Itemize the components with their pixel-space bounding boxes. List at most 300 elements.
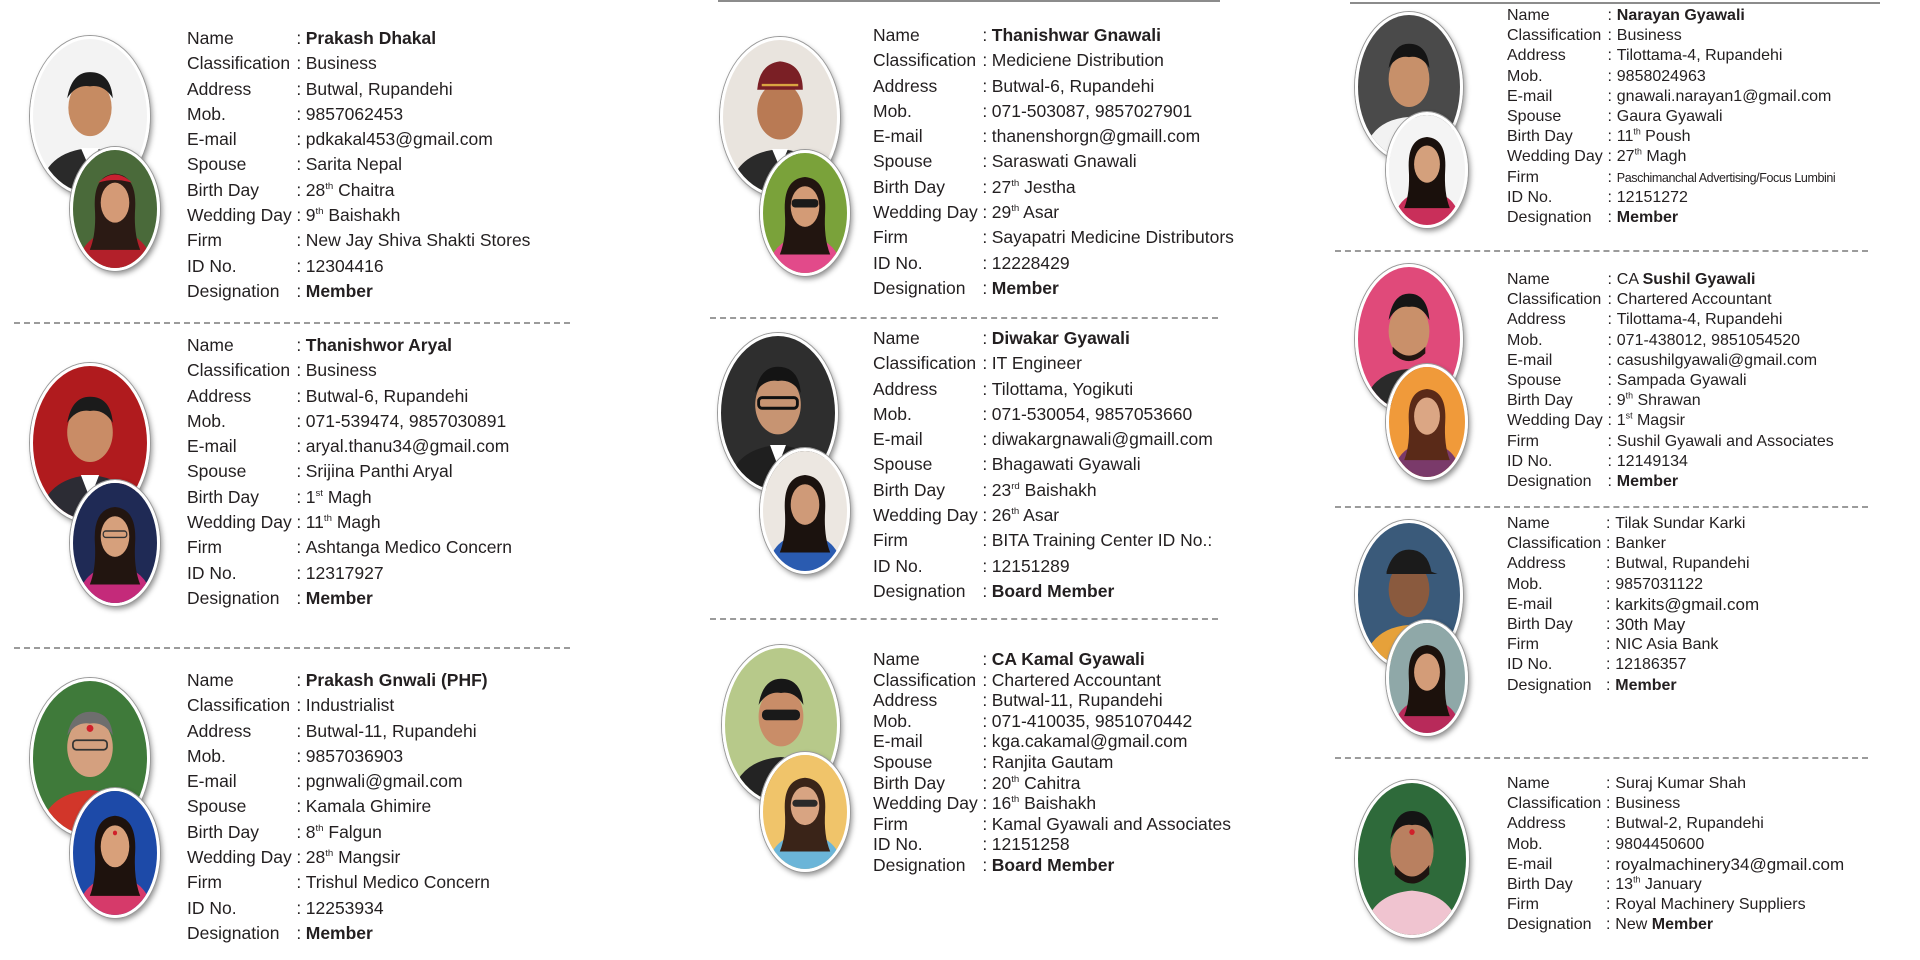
- spouse-label: Spouse: [187, 461, 247, 482]
- month-name: Magh: [1646, 148, 1687, 166]
- month-name: Baishakh: [1024, 479, 1097, 500]
- mob-value: 9857031122: [1615, 575, 1704, 593]
- classification-value: Chartered Accountant: [1616, 291, 1772, 309]
- id-no-value: 12317927: [305, 562, 384, 583]
- day-number: 29: [991, 202, 1012, 223]
- colon: :: [1607, 47, 1612, 65]
- designation-value: Board Member: [991, 580, 1115, 601]
- firm-value: Paschimanchal Advertising/Focus Lumbini: [1616, 170, 1836, 185]
- name-label: Name: [1507, 515, 1550, 532]
- day-ordinal: th: [325, 848, 334, 860]
- day-number: 20: [991, 772, 1012, 793]
- classification-label: Classification: [1507, 535, 1602, 553]
- name-label: Name: [187, 670, 234, 690]
- day-number: 16: [991, 793, 1012, 814]
- month-name: Asar: [1023, 505, 1060, 526]
- month-name: Baishakh: [1024, 793, 1097, 814]
- id-no-label: ID No.: [1507, 656, 1553, 674]
- email-label: E-mail: [873, 126, 923, 147]
- name-label: Name: [187, 28, 234, 48]
- classification-value: Mediciene Distribution: [991, 50, 1164, 71]
- month-name: Asar: [1023, 202, 1060, 223]
- colon: :: [1606, 595, 1611, 613]
- birth-day-value: [992, 478, 1213, 503]
- firm-label: Firm: [1507, 896, 1539, 914]
- colon: :: [982, 580, 988, 601]
- day-ordinal: st: [315, 487, 323, 499]
- wedding-day-label: Wedding Day: [873, 505, 978, 526]
- colon: :: [982, 151, 988, 172]
- classification-label: Classification: [1507, 27, 1602, 45]
- classification-value: Business: [305, 53, 377, 74]
- colon: :: [982, 252, 988, 273]
- id-no-value: 12151258: [991, 834, 1070, 855]
- birth-day-value: [306, 485, 512, 510]
- colon: :: [1606, 656, 1611, 674]
- spouse-photo: [1386, 112, 1468, 228]
- colon: :: [982, 669, 988, 690]
- designation-value: Board Member: [991, 854, 1115, 875]
- wedding-day-label: Wedding Day: [1507, 412, 1603, 430]
- email-value: thanenshorgn@gmaill.com: [991, 126, 1201, 147]
- wedding-day-label: Wedding Day: [873, 793, 978, 814]
- spouse-label: Spouse: [187, 796, 247, 817]
- birth-day-label: Birth Day: [187, 179, 259, 200]
- mob-value: 071-503087, 9857027901: [991, 100, 1193, 121]
- colon: :: [296, 720, 302, 741]
- birth-day-value: [306, 820, 490, 845]
- month-name: Chaitra: [338, 179, 395, 200]
- member-name: Thanishwar Gnawali: [991, 25, 1161, 45]
- month-name: Magh: [327, 486, 372, 507]
- birth-day-label: Birth Day: [1507, 128, 1573, 146]
- email-value: pdkakal453@gmail.com: [305, 129, 493, 150]
- day-ordinal: th: [325, 180, 334, 192]
- member-details: [187, 333, 512, 611]
- colon: :: [296, 486, 302, 507]
- email-label: E-mail: [1507, 595, 1553, 613]
- designation-prefix: New: [1615, 916, 1648, 934]
- firm-label: Firm: [1507, 168, 1539, 186]
- address-value: Butwal-6, Rupandehi: [305, 385, 469, 406]
- designation-label: Designation: [1507, 473, 1592, 491]
- member-details: [873, 326, 1213, 604]
- member-name: Tilak Sundar Karki: [1615, 515, 1746, 532]
- colon: :: [982, 731, 988, 752]
- wedding-day-label: Wedding Day: [873, 202, 978, 223]
- colon: :: [982, 126, 988, 147]
- day-number: 11: [305, 512, 324, 533]
- colon: :: [296, 53, 302, 74]
- colon: :: [1606, 876, 1611, 894]
- day-ordinal: th: [315, 822, 324, 834]
- colon: :: [982, 429, 988, 450]
- firm-value: Sayapatri Medicine Distributors: [991, 227, 1234, 248]
- id-no-label: ID No.: [1507, 188, 1553, 206]
- designation-value: Member: [1616, 209, 1679, 227]
- member-details: [1507, 6, 1835, 228]
- firm-label: Firm: [1507, 636, 1539, 654]
- day-ordinal: th: [1011, 203, 1020, 215]
- mob-label: Mob.: [873, 403, 912, 424]
- spouse-label: Spouse: [187, 154, 247, 175]
- colon: :: [1607, 473, 1612, 491]
- classification-label: Classification: [187, 53, 291, 74]
- colon: :: [982, 403, 988, 424]
- email-label: E-mail: [873, 429, 923, 450]
- colon: :: [982, 454, 988, 475]
- colon: :: [1606, 795, 1611, 813]
- spouse-value: Ranjita Gautam: [991, 751, 1114, 772]
- firm-value: Royal Machinery Suppliers: [1615, 896, 1806, 914]
- designation-label: Designation: [187, 922, 280, 943]
- mob-value: 071-438012, 9851054520: [1616, 331, 1801, 349]
- designation-label: Designation: [1507, 916, 1592, 934]
- colon: :: [1607, 291, 1612, 309]
- id-no-label: ID No.: [1507, 452, 1553, 470]
- mob-value: 071-530054, 9857053660: [991, 403, 1193, 424]
- email-value: diwakargnawali@gmaill.com: [991, 429, 1213, 450]
- address-value: Butwal-11, Rupandehi: [991, 690, 1163, 711]
- id-no-value: 12151289: [991, 555, 1070, 576]
- month-name: Magsir: [1636, 412, 1685, 430]
- divider: [14, 647, 570, 649]
- email-label: E-mail: [187, 436, 237, 457]
- day-number: 9: [305, 205, 316, 226]
- member-name: CA Kamal Gyawali: [991, 649, 1145, 669]
- day-number: 1: [1616, 412, 1626, 430]
- designation-value: Member: [991, 277, 1059, 298]
- colon: :: [982, 353, 988, 374]
- spouse-photo: [760, 448, 850, 574]
- designation-value: [1615, 915, 1844, 935]
- wedding-day-value: [992, 503, 1213, 528]
- name-label: Name: [873, 25, 920, 45]
- day-ordinal: rd: [1011, 480, 1020, 492]
- colon: :: [1607, 128, 1612, 146]
- spouse-photo: [760, 752, 850, 872]
- top-rule-col2: [718, 0, 1220, 2]
- day-number: 9: [1616, 392, 1626, 410]
- colon: :: [1606, 896, 1611, 914]
- classification-value: Chartered Accountant: [991, 669, 1162, 690]
- classification-value: Banker: [1615, 535, 1666, 553]
- colon: :: [1607, 271, 1612, 288]
- colon: :: [982, 555, 988, 576]
- colon: :: [296, 745, 302, 766]
- address-value: Butwal, Rupandehi: [305, 78, 453, 99]
- day-ordinal: th: [1625, 390, 1634, 401]
- colon: :: [1607, 188, 1612, 206]
- name-main: Sushil Gyawali: [1642, 271, 1756, 288]
- spouse-photo: [70, 147, 160, 271]
- designation-value: Member: [1615, 676, 1677, 694]
- colon: :: [1607, 432, 1612, 450]
- divider: [1335, 757, 1868, 759]
- mob-value: 9804450600: [1615, 835, 1705, 853]
- classification-value: Industrialist: [305, 695, 395, 716]
- designation-label: Designation: [1507, 676, 1592, 694]
- day-number: 11: [1616, 128, 1634, 146]
- mob-value: 9857036903: [305, 745, 404, 766]
- classification-label: Classification: [1507, 291, 1602, 309]
- address-value: Tilottama, Yogikuti: [991, 378, 1134, 399]
- address-label: Address: [1507, 47, 1566, 65]
- colon: :: [1607, 331, 1612, 349]
- colon: :: [982, 505, 988, 526]
- colon: :: [296, 821, 302, 842]
- birth-day-label: Birth Day: [1507, 392, 1573, 410]
- divider: [710, 317, 1218, 319]
- month-name: Baishakh: [328, 205, 401, 226]
- colon: :: [1606, 775, 1611, 792]
- spouse-value: Bhagawati Gyawali: [991, 454, 1141, 475]
- member-name: Thanishwor Aryal: [305, 335, 452, 355]
- day-ordinal: th: [315, 206, 324, 218]
- member-name: Prakash Gnwali (PHF): [305, 670, 488, 690]
- colon: :: [296, 410, 302, 431]
- email-label: E-mail: [1507, 855, 1553, 873]
- colon: :: [1607, 87, 1612, 105]
- address-label: Address: [1507, 555, 1566, 573]
- spouse-value: Sampada Gyawali: [1616, 372, 1747, 390]
- colon: :: [982, 834, 988, 855]
- firm-label: Firm: [187, 230, 222, 251]
- wedding-day-label: Wedding Day: [187, 512, 292, 533]
- firm-value: New Jay Shiva Shakti Stores: [305, 230, 531, 251]
- email-value: pgnwali@gmail.com: [305, 771, 463, 792]
- divider: [1335, 506, 1868, 508]
- birth-day-value: 30th May: [1615, 615, 1686, 635]
- firm-value: NIC Asia Bank: [1615, 636, 1719, 654]
- address-value: Tilottama-4, Rupandehi: [1616, 47, 1783, 65]
- mob-value: 071-410035, 9851070442: [991, 710, 1193, 731]
- name-label: Name: [1507, 271, 1550, 288]
- colon: :: [296, 587, 302, 608]
- spouse-label: Spouse: [1507, 108, 1562, 126]
- birth-day-label: Birth Day: [873, 772, 945, 793]
- address-label: Address: [873, 378, 938, 399]
- divider: [710, 618, 1218, 620]
- colon: :: [1607, 148, 1612, 166]
- colon: :: [1607, 412, 1612, 430]
- spouse-photo: [70, 480, 160, 606]
- colon: :: [1607, 372, 1612, 390]
- day-ordinal: th: [1011, 177, 1020, 189]
- designation-main: Member: [1651, 916, 1714, 934]
- spouse-value: Kamala Ghimire: [305, 796, 432, 817]
- birth-day-label: Birth Day: [873, 479, 945, 500]
- day-ordinal: th: [1633, 126, 1641, 137]
- colon: :: [982, 75, 988, 96]
- email-label: E-mail: [187, 129, 237, 150]
- mob-label: Mob.: [187, 103, 226, 124]
- member-details: [1507, 270, 1834, 492]
- birth-day-label: Birth Day: [187, 821, 259, 842]
- member-name: [1617, 270, 1834, 290]
- colon: :: [982, 227, 988, 248]
- day-number: 13: [1615, 876, 1634, 894]
- colon: :: [296, 78, 302, 99]
- day-ordinal: th: [1011, 506, 1020, 518]
- day-number: 27: [1616, 148, 1635, 166]
- colon: :: [296, 537, 302, 558]
- birth-day-label: Birth Day: [1507, 876, 1573, 894]
- classification-value: Business: [1616, 27, 1682, 45]
- colon: :: [1607, 7, 1612, 24]
- address-label: Address: [873, 690, 938, 711]
- wedding-day-label: Wedding Day: [1507, 148, 1603, 166]
- member-details: [873, 23, 1234, 301]
- colon: :: [296, 436, 302, 457]
- colon: :: [1606, 575, 1611, 593]
- mob-label: Mob.: [873, 100, 912, 121]
- colon: :: [296, 129, 302, 150]
- colon: :: [1606, 676, 1611, 694]
- member-photo: [1355, 780, 1469, 938]
- wedding-day-value: [306, 510, 512, 535]
- colon: :: [1607, 311, 1612, 329]
- colon: :: [1607, 209, 1612, 227]
- member-name: Narayan Gyawali: [1616, 7, 1745, 24]
- colon: :: [982, 772, 988, 793]
- wedding-day-value: [992, 200, 1234, 225]
- id-no-value: 12151272: [1616, 188, 1688, 206]
- firm-value: BITA Training Center ID No.:: [991, 530, 1213, 551]
- designation-value: Member: [1616, 473, 1679, 491]
- colon: :: [296, 28, 302, 48]
- colon: :: [296, 154, 302, 175]
- colon: :: [982, 176, 988, 197]
- firm-label: Firm: [1507, 432, 1539, 450]
- name-label: Name: [1507, 775, 1550, 792]
- colon: :: [982, 378, 988, 399]
- name-label: Name: [873, 649, 920, 669]
- colon: :: [1606, 555, 1611, 573]
- id-no-label: ID No.: [873, 834, 923, 855]
- member-details: [187, 26, 530, 304]
- designation-value: Member: [305, 587, 373, 608]
- spouse-value: Saraswati Gnawali: [991, 151, 1137, 172]
- colon: :: [296, 335, 302, 355]
- id-no-value: 12304416: [305, 255, 384, 276]
- email-label: E-mail: [873, 731, 923, 752]
- email-label: E-mail: [187, 771, 237, 792]
- birth-day-value: [992, 175, 1234, 200]
- colon: :: [296, 255, 302, 276]
- colon: :: [296, 872, 302, 893]
- email-label: E-mail: [1507, 351, 1553, 369]
- day-number: 28: [305, 847, 326, 868]
- colon: :: [982, 530, 988, 551]
- mob-label: Mob.: [1507, 331, 1543, 349]
- colon: :: [296, 230, 302, 251]
- email-value: karkits@gmail.com: [1615, 594, 1760, 614]
- address-label: Address: [1507, 311, 1566, 329]
- spouse-label: Spouse: [873, 151, 933, 172]
- member-details: [187, 668, 490, 946]
- colon: :: [1606, 916, 1611, 934]
- colon: :: [1606, 835, 1611, 853]
- address-value: Tilottama-4, Rupandehi: [1616, 311, 1783, 329]
- day-ordinal: th: [1634, 147, 1642, 158]
- id-no-label: ID No.: [873, 555, 923, 576]
- name-label: Name: [187, 335, 234, 355]
- spouse-value: Srijina Panthi Aryal: [305, 461, 453, 482]
- colon: :: [982, 100, 988, 121]
- designation-value: Member: [305, 280, 373, 301]
- colon: :: [982, 690, 988, 711]
- birth-day-value: [992, 773, 1231, 794]
- address-label: Address: [187, 720, 252, 741]
- name-label: Name: [1507, 7, 1550, 24]
- colon: :: [1607, 392, 1612, 410]
- colon: :: [296, 461, 302, 482]
- firm-label: Firm: [873, 227, 908, 248]
- colon: :: [1606, 855, 1611, 873]
- wedding-day-value: [1617, 147, 1836, 167]
- mob-value: 9858024963: [1616, 67, 1706, 85]
- month-name: Jestha: [1024, 176, 1076, 197]
- spouse-value: Sarita Nepal: [305, 154, 403, 175]
- firm-value: Trishul Medico Concern: [305, 872, 490, 893]
- name-prefix: CA: [1616, 271, 1639, 288]
- member-name: Prakash Dhakal: [305, 28, 437, 48]
- month-name: January: [1644, 876, 1702, 894]
- day-number: 27: [991, 176, 1012, 197]
- classification-value: Business: [305, 360, 377, 381]
- colon: :: [296, 695, 302, 716]
- month-name: Magh: [336, 512, 381, 533]
- email-value: kga.cakamal@gmail.com: [991, 731, 1188, 752]
- colon: :: [1607, 27, 1612, 45]
- address-value: Butwal, Rupandehi: [1615, 555, 1750, 573]
- classification-label: Classification: [873, 50, 977, 71]
- colon: :: [1606, 515, 1611, 532]
- colon: :: [982, 25, 988, 45]
- classification-value: IT Engineer: [991, 353, 1082, 374]
- colon: :: [296, 771, 302, 792]
- colon: :: [1607, 67, 1612, 85]
- mob-label: Mob.: [187, 745, 226, 766]
- day-ordinal: th: [323, 513, 332, 525]
- firm-label: Firm: [873, 813, 908, 834]
- colon: :: [296, 205, 302, 226]
- colon: :: [296, 280, 302, 301]
- firm-label: Firm: [187, 872, 222, 893]
- colon: :: [982, 854, 988, 875]
- name-label: Name: [873, 328, 920, 348]
- firm-label: Firm: [873, 530, 908, 551]
- spouse-label: Spouse: [1507, 372, 1562, 390]
- day-ordinal: th: [1011, 794, 1020, 806]
- colon: :: [982, 813, 988, 834]
- day-number: 23: [991, 479, 1012, 500]
- wedding-day-value: [1617, 411, 1834, 431]
- address-value: Butwal-2, Rupandehi: [1615, 815, 1764, 833]
- firm-value: Ashtanga Medico Concern: [305, 537, 512, 558]
- colon: :: [982, 649, 988, 669]
- mob-label: Mob.: [1507, 575, 1543, 593]
- colon: :: [1607, 108, 1612, 126]
- id-no-label: ID No.: [187, 562, 237, 583]
- colon: :: [296, 512, 302, 533]
- colon: :: [982, 710, 988, 731]
- classification-label: Classification: [187, 360, 291, 381]
- mob-label: Mob.: [1507, 835, 1543, 853]
- wedding-day-label: Wedding Day: [187, 847, 292, 868]
- colon: :: [296, 562, 302, 583]
